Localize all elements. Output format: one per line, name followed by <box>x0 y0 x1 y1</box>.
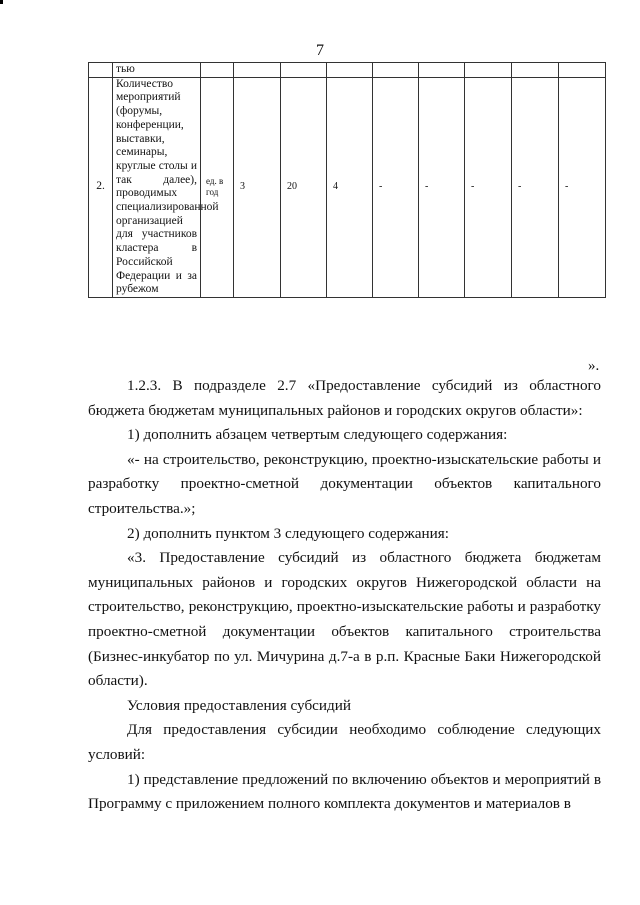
scan-corner-mark <box>0 0 3 4</box>
row-value: - <box>465 77 512 297</box>
paragraph-item-2: 2) дополнить пунктом 3 следующего содержания: <box>127 524 449 542</box>
table-row-continuation <box>89 63 606 78</box>
closing-quote: ». <box>588 358 600 374</box>
row-value: - <box>373 77 419 297</box>
table-row <box>89 77 606 297</box>
row-value: - <box>559 77 606 297</box>
row-number: 2. <box>89 77 113 297</box>
paragraph-quote-1: «- на строительство, реконструкцию, проектно-изыскательские работы и разработку проектно-сметной документации объектов капитального строительства.»; <box>88 450 601 517</box>
paragraph-condition-1: 1) представление предложений по включению объектов и мероприятий в Программу с приложением полного комплекта документов и материалов в <box>88 770 601 813</box>
indicators-table <box>88 62 606 298</box>
row-unit: ед. в год <box>201 77 234 297</box>
paragraph-item-1: 1) дополнить абзацем четвертым следующего содержания: <box>127 426 508 444</box>
paragraph-conditions: Для предоставления субсидии необходимо соблюдение следующих условий: <box>88 721 601 763</box>
paragraph-amendment: 1.2.3. В подразделе 2.7 «Предоставление субсидий из областного бюджета бюджетам муниципальных районов и городских округов области»: <box>88 377 601 419</box>
table-cell-continuation: тью <box>113 63 201 78</box>
row-value: 20 <box>281 77 327 297</box>
section-heading: Условия предоставления субсидий <box>127 696 352 714</box>
document-body <box>88 374 601 817</box>
row-description: Количество мероприятий (форумы, конференции, выставки, семинары, круглые столы и так далее), проводимых специализированной организацией для участников кластера в Российской Федерации и за рубежом <box>113 77 201 297</box>
row-value: 4 <box>327 77 373 297</box>
row-value: - <box>419 77 465 297</box>
row-value: - <box>512 77 559 297</box>
paragraph-quote-2: «3. Предоставление субсидий из областного бюджета бюджетам муниципальных районов и городских округов Нижегородской области на строительство, реконструкцию, проектно-изыскательские работы и разработку проектно-сметной документации объектов капитального строительства (Бизнес-инкубатор по ул. Мичурина д.7-а в р.п. Красные Баки Нижегородской области). <box>88 549 601 690</box>
page-number: 7 <box>316 42 324 59</box>
row-value: 3 <box>234 77 281 297</box>
